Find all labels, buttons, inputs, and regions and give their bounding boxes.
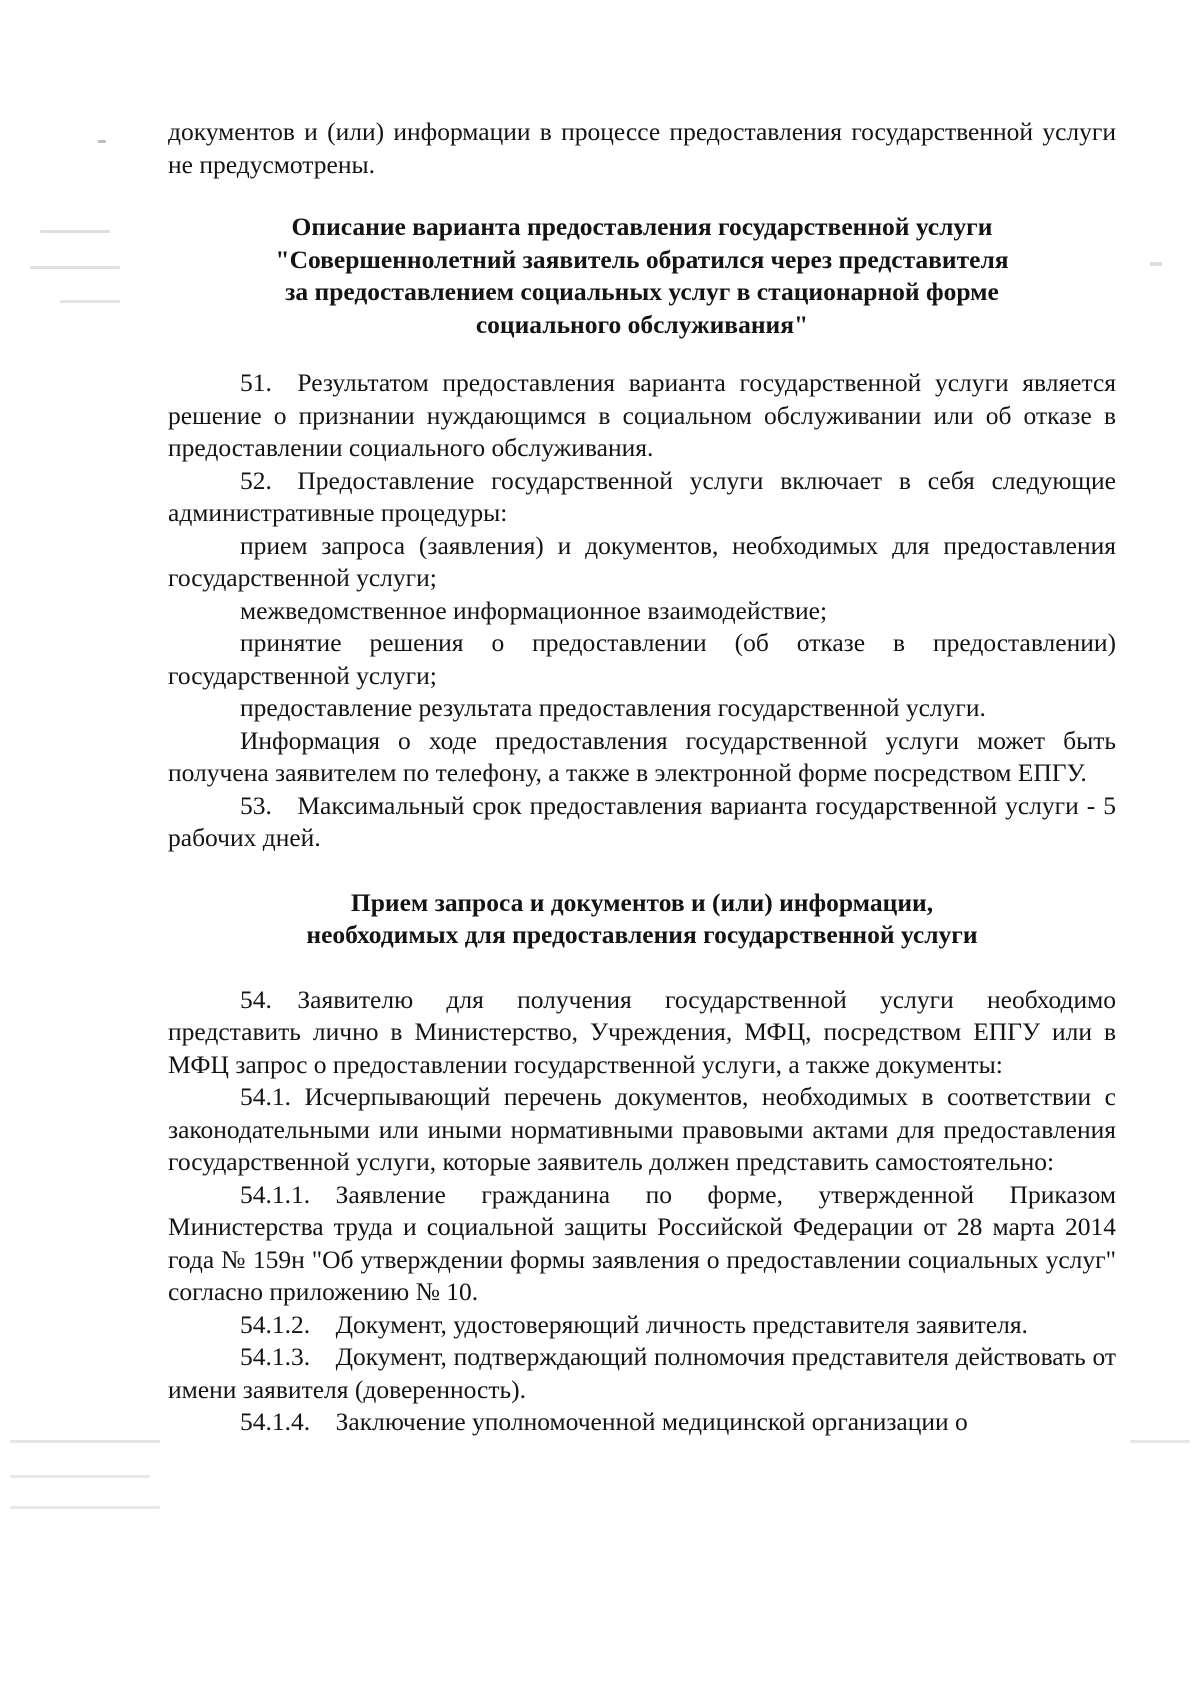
section-heading-reception <box>168 887 1116 952</box>
paragraph-54-1-1: 54.1.1. Заявление гражданина по форме, утвержденной Приказом Министерства труда и социальной защиты Российской Федерации от 28 марта 2014 года № 159н "Об утверждении формы заявления о предоставлении социальных услуг" согласно приложению № 10. <box>168 1179 1116 1306</box>
procedure-item: межведомственное информационное взаимодействие; <box>240 595 828 625</box>
heading-line: Прием запроса и документов и (или) информации, <box>350 887 934 917</box>
heading-line: социального обслуживания" <box>475 309 809 339</box>
scan-speck <box>10 1440 160 1443</box>
paragraph-52: 52. Предоставление государственной услуги включает в себя следующие административные процедуры: <box>168 465 1116 527</box>
paragraph-54: 54. Заявителю для получения государственной услуги необходимо представить лично в Министерство, Учреждения, МФЦ, посредством ЕПГУ или в МФЦ запрос о предоставлении государственной услуги, а также документы: <box>168 984 1116 1079</box>
heading-line: "Совершеннолетний заявитель обратился через представителя <box>275 244 1009 274</box>
procedure-item: принятие решения о предоставлении (об отказе в предоставлении) государственной услуги; <box>168 628 1116 690</box>
heading-line: за предоставлением социальных услуг в стационарной форме <box>285 277 999 306</box>
paragraph-54-1-2: 54.1.2. Документ, удостоверяющий личность представителя заявителя. <box>240 1309 1028 1339</box>
heading-line: Описание варианта предоставления государственной услуги <box>291 212 993 241</box>
scan-speck <box>1150 262 1162 266</box>
scan-speck <box>10 1506 160 1509</box>
paragraph-54-1-4: 54.1.4. Заключение уполномоченной медицинской организации о <box>240 1407 968 1436</box>
paragraph-54-1-3: 54.1.3. Документ, подтверждающий полномочия представителя действовать от имени заявителя (доверенность). <box>168 1342 1116 1404</box>
scan-speck <box>60 300 120 303</box>
paragraph-info: Информация о ходе предоставления государственной услуги может быть получена заявителем по телефону, а также в электронной форме посредством ЕПГУ. <box>168 725 1116 787</box>
paragraph-53: 53. Максимальный срок предоставления варианта государственной услуги - 5 рабочих дней. <box>168 790 1116 852</box>
section-heading-variant <box>168 211 1116 341</box>
paragraph-54-1: 54.1. Исчерпывающий перечень документов, необходимых в соответствии с законодательными или иными нормативными правовыми актами для предоставления государственной услуги, которые заявитель должен представить самостоятельно: <box>168 1082 1116 1176</box>
procedure-item: предоставление результата предоставления государственной услуги. <box>240 693 986 722</box>
heading-line: необходимых для предоставления государственной услуги <box>306 920 978 949</box>
scan-speck <box>40 230 110 233</box>
scan-speck <box>1130 1440 1190 1443</box>
document-body <box>168 116 1116 1439</box>
scan-speck <box>30 266 120 269</box>
procedure-item: прием запроса (заявления) и документов, необходимых для предоставления государственной услуги; <box>168 530 1116 592</box>
scan-speck <box>98 140 106 143</box>
scan-speck <box>10 1475 150 1478</box>
paragraph-51: 51. Результатом предоставления варианта государственной услуги является решение о признании нуждающимся в социальном обслуживании или об отказе в предоставлении социального обслуживания. <box>168 368 1116 462</box>
paragraph-intro: документов и (или) информации в процессе предоставления государственной услуги не предусмотрены. <box>168 117 1116 179</box>
